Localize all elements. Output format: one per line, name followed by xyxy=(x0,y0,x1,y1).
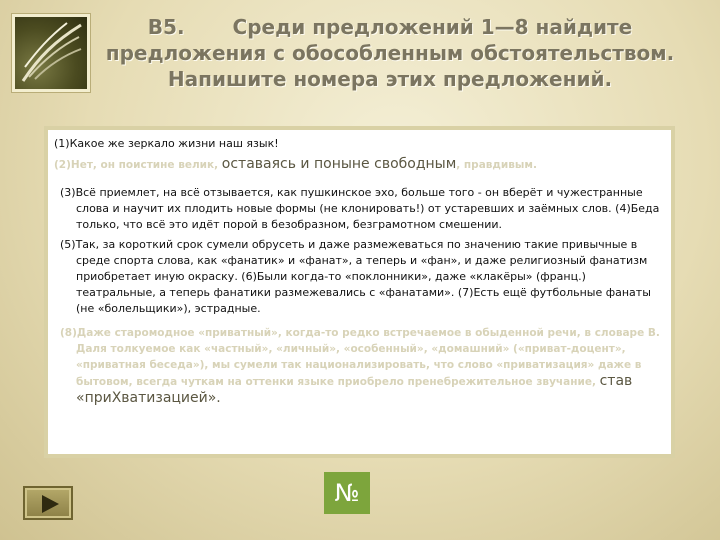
sentence-8-text: (8)Даже старомодное «приватный», когда-то редко встречаемое в обыденной речи, в словаре В. Даля толкуемое как «частный», «личный», «особенный», «домашний» («приват-доцент», «приватная беседа»), мы сумели так национализировать, что слово «приватизация» даже в бытовом, всегда чуткам на оттенки языке приобрело пренебрежительное звучание, xyxy=(60,327,660,388)
title-line-3: Напишите номера этих предложений. xyxy=(167,67,613,91)
page-title xyxy=(95,14,685,92)
sentence-1: (1)Какое же зеркало жизни наш язык! xyxy=(54,137,279,150)
sentence-2-participle-phrase: оставаясь и поныне свободным xyxy=(221,156,457,172)
task-number: B5. xyxy=(147,15,185,39)
sentences-3-4: (3)Всё приемлет, на всё отзывается, как пушкинское эхо, больше того - он вберёт и чужестранные слова и научит их плодить новые формы (не клонировать!) от устаревших и заёмных слов. (4)Беда только, что всё это идёт порой в безобразном, безграмотном смешении. xyxy=(60,186,660,231)
decorative-logo xyxy=(12,14,90,92)
play-arrow-icon xyxy=(42,495,59,513)
sentence-2 xyxy=(54,156,661,173)
text-box xyxy=(44,126,675,458)
sentence-8-participle-phrase: став «приХватизацией». xyxy=(76,373,633,406)
sentence-2-suffix: , правдивым. xyxy=(456,159,537,171)
title-line-1: Среди предложений 1—8 найдите xyxy=(232,15,633,39)
answer-badge[interactable]: № xyxy=(324,472,370,514)
sentence-2-prefix: (2)Нет, он поистине велик, xyxy=(54,159,222,171)
next-slide-button[interactable] xyxy=(23,486,73,520)
sentences-5-7: (5)Так, за короткий срок сумели обрусеть и даже размежеваться по значению такие привычные в среде спорта слова, как «фанатик» и «фанат», а теперь и «фан», и даже религиозный фанатизм приобретает иную окраску. (6)Были когда-то «поклонники», даже «клакёры» (франц.) театральные, а теперь фанатики размежевались с «фанатами». (7)Есть ещё футбольные фанаты (не «болельщики»), эстрадные. xyxy=(60,238,651,315)
title-line-2: предложения с обособленным обстоятельством. xyxy=(105,41,675,65)
sentence-8 xyxy=(54,325,661,407)
